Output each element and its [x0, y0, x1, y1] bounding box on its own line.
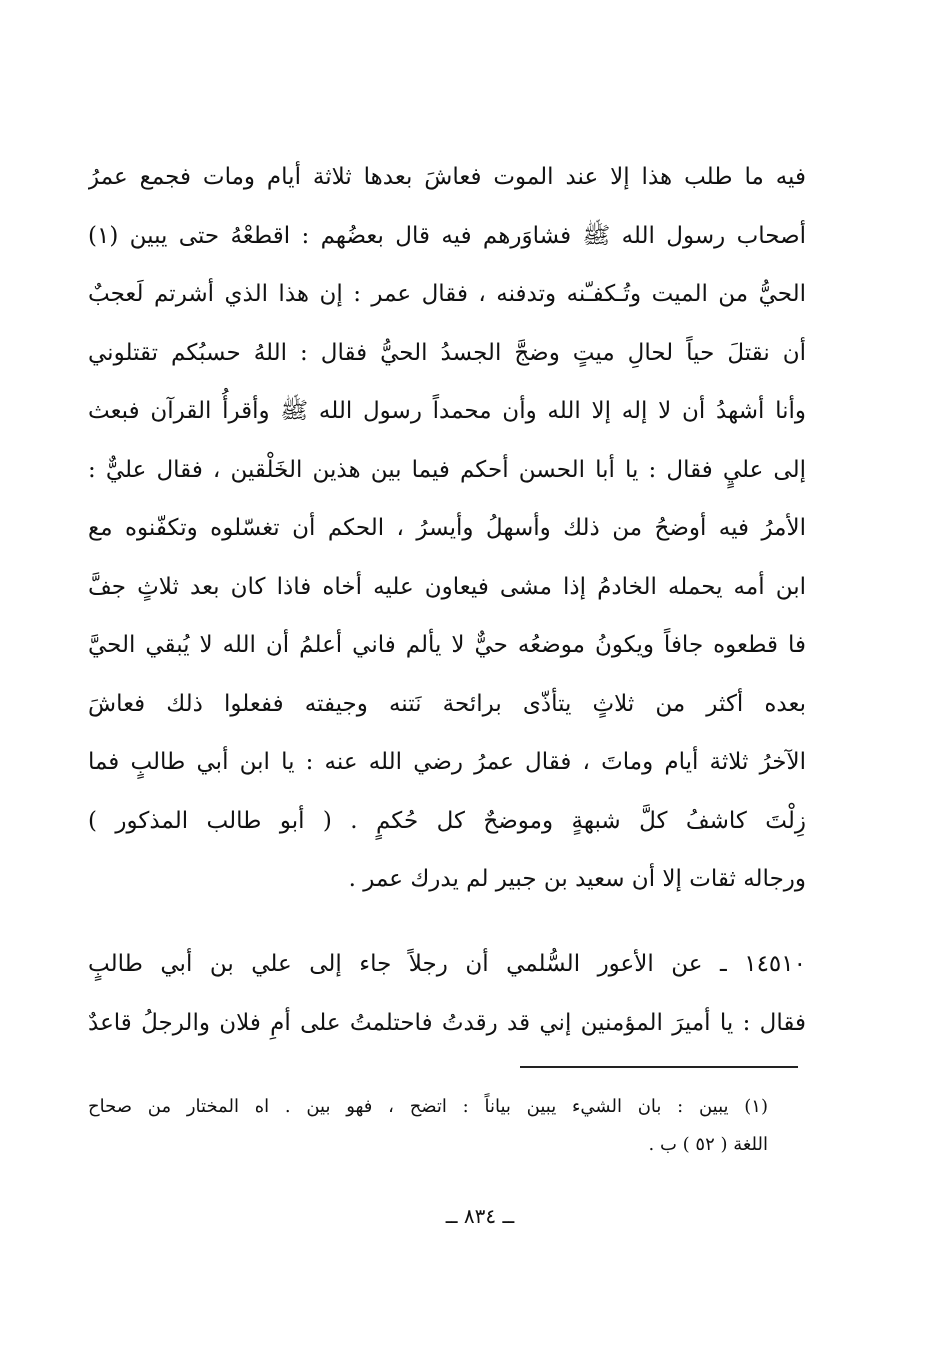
text-line: زِلْتَ كاشفُ كلَّ شبهةٍ وموضحٌ كل حُكمٍ . ( أبو طالب المذكور ): [88, 807, 806, 834]
text-line: الأمرُ فيه أوضحُ من ذلك وأسهلُ وأيسرُ ، الحكم أن تغسّلوه وتكفّنوه مع: [88, 515, 806, 541]
text-line: وأنا أشهدُ أن لا إله إلا الله وأن محمداً رسول الله ﷺ وأقرأُ القرآن فبعث: [88, 398, 806, 424]
text-line: فقال : يا أميرَ المؤمنين إني قد رقدتُ فاحتلمتُ على أمِ فلان والرجلُ قاعدٌ: [88, 1009, 806, 1036]
text-line: ١٤٥١٠ ـ عن الأعور السُّلمي أن رجلاً جاء إلى علي بن أبي طالبٍ: [88, 951, 806, 977]
text-line: ورجاله ثقات إلا أن سعيد بن جبير لم يدرك عمر .: [348, 866, 806, 892]
hadith-14510-block: [88, 935, 806, 1052]
text-line: أن نقتلَ حياً لحالِ ميتٍ وضجَّ الجسدُ الحيُّ فقال : اللهُ حسبُكم تقتلوني: [88, 339, 806, 366]
text-line: فيه ما طلب هذا إلا عند الموت فعاشَ بعدها ثلاثة أيام ومات فجمع عمرُ: [88, 164, 806, 190]
text-line: أصحاب رسول الله ﷺ فشاوَرهم فيه قال بعضُهم : اقطعْهُ حتى يبين (١): [88, 222, 806, 249]
text-line: فا قطعوه جافاً ويكونُ موضعُه حيٌّ لا يألم فاني أعلمُ أن الله لا يُبقي الحيَّ: [88, 632, 806, 658]
footnote-divider: [520, 1066, 798, 1068]
footnote-line: (١) يبين : بان الشيء يبين بياناً : اتضح ، فهو بين . اه المختار من صحاح: [88, 1096, 768, 1117]
footnotes-block: [88, 1088, 768, 1164]
footnote-line: اللغة ( ٥٢ ) ب .: [648, 1134, 768, 1155]
text-line: ابن أمه يحمله الخادمُ إذا مشى فيعاون عليه أخاه فاذا كان بعد ثلاثٍ جفَّ: [88, 573, 806, 600]
page-number: ــ ٨٣٤ ــ: [445, 1204, 515, 1228]
text-line: الحيُّ من الميت وتُـكفـّنه وتدفنه ، فقال عمر : إن هذا الذي أشرتم لَعجبٌ: [88, 281, 806, 307]
main-text-block: [88, 148, 806, 909]
text-line: إلى عليٍ فقال : يا أبا الحسن أحكم فيما بين هذين الخَلْقين ، فقال عليٌّ :: [88, 456, 806, 483]
text-line: بعده أكثر من ثلاثٍ يتأذّى برائحة نَتنه وجيفته ففعلوا ذلك فعاشَ: [88, 690, 806, 717]
text-line: الآخرُ ثلاثة أيام وماتَ ، فقال عمرُ رضي الله عنه : يا ابن أبي طالبٍ فما: [88, 749, 806, 775]
